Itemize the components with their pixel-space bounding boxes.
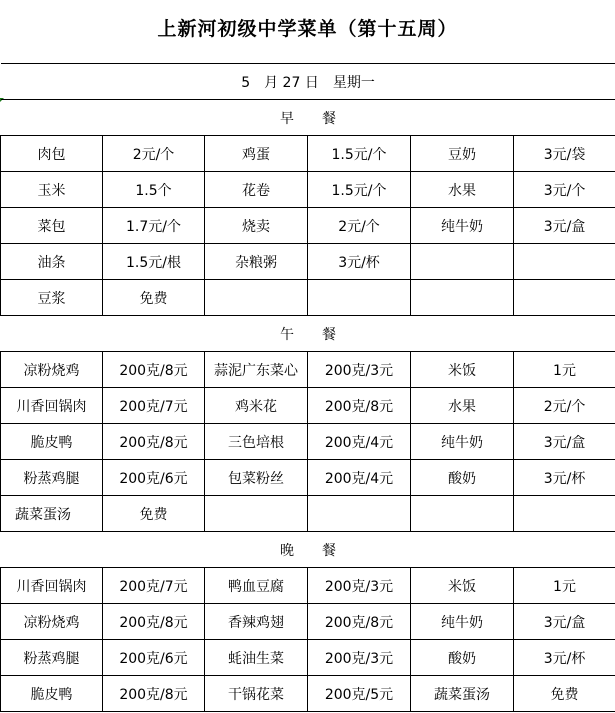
lunch-cell-r2-c5: 3元/盒 (514, 424, 615, 460)
dinner-cell-r2-c1: 200克/6元 (103, 640, 205, 676)
dinner-cell-r0-c4: 米饭 (411, 568, 514, 604)
breakfast-cell-r1-c4: 水果 (411, 172, 514, 208)
dinner-cell-r3-c0: 脆皮鸭 (1, 676, 103, 712)
breakfast-row (1, 280, 615, 316)
lunch-cell-r3-c2: 包菜粉丝 (205, 460, 308, 496)
breakfast-row (1, 136, 615, 172)
lunch-cell-r1-c0: 川香回锅肉 (1, 388, 103, 424)
breakfast-cell-r0-c0: 肉包 (1, 136, 103, 172)
breakfast-cell-r3-c0: 油条 (1, 244, 103, 280)
dinner-cell-r0-c2: 鸭血豆腐 (205, 568, 308, 604)
breakfast-header: 早 餐 (1, 100, 615, 136)
breakfast-cell-r1-c1: 1.5个 (103, 172, 205, 208)
breakfast-cell-r2-c3: 2元/个 (308, 208, 411, 244)
breakfast-cell-r0-c1: 2元/个 (103, 136, 205, 172)
dinner-cell-r3-c5: 免费 (514, 676, 615, 712)
dinner-cell-r0-c1: 200克/7元 (103, 568, 205, 604)
lunch-cell-r2-c4: 纯牛奶 (411, 424, 514, 460)
breakfast-cell-r4-c1: 免费 (103, 280, 205, 316)
dinner-cell-r2-c4: 酸奶 (411, 640, 514, 676)
breakfast-cell-r1-c2: 花卷 (205, 172, 308, 208)
breakfast-cell-r4-c5 (514, 280, 615, 316)
breakfast-cell-r0-c5: 3元/袋 (514, 136, 615, 172)
lunch-cell-r2-c2: 三色培根 (205, 424, 308, 460)
breakfast-cell-r3-c3: 3元/杯 (308, 244, 411, 280)
lunch-cell-r1-c5: 2元/个 (514, 388, 615, 424)
lunch-row (1, 388, 615, 424)
breakfast-cell-r2-c2: 烧卖 (205, 208, 308, 244)
dinner-cell-r3-c4: 蔬菜蛋汤 (411, 676, 514, 712)
breakfast-cell-r2-c4: 纯牛奶 (411, 208, 514, 244)
dinner-row (1, 640, 615, 676)
lunch-cell-r4-c4 (411, 496, 514, 532)
dinner-row (1, 568, 615, 604)
lunch-cell-r3-c3: 200克/4元 (308, 460, 411, 496)
dinner-cell-r1-c2: 香辣鸡翅 (205, 604, 308, 640)
dinner-header-row (1, 532, 615, 568)
dinner-cell-r2-c2: 蚝油生菜 (205, 640, 308, 676)
breakfast-cell-r4-c2 (205, 280, 308, 316)
breakfast-cell-r3-c1: 1.5元/根 (103, 244, 205, 280)
lunch-cell-r0-c3: 200克/3元 (308, 352, 411, 388)
breakfast-row (1, 208, 615, 244)
lunch-cell-r0-c2: 蒜泥广东菜心 (205, 352, 308, 388)
breakfast-cell-r3-c5 (514, 244, 615, 280)
dinner-cell-r1-c0: 凉粉烧鸡 (1, 604, 103, 640)
lunch-cell-r1-c4: 水果 (411, 388, 514, 424)
lunch-row (1, 424, 615, 460)
lunch-cell-r0-c5: 1元 (514, 352, 615, 388)
lunch-cell-r4-c5 (514, 496, 615, 532)
date-row (1, 64, 615, 100)
breakfast-row (1, 244, 615, 280)
lunch-row (1, 460, 615, 496)
page-title: 上新河初级中学菜单（第十五周） (157, 18, 458, 40)
breakfast-cell-r1-c3: 1.5元/个 (308, 172, 411, 208)
breakfast-header-row (1, 100, 615, 136)
breakfast-cell-r4-c0: 豆浆 (1, 280, 103, 316)
date-line: 5 月 27 日 星期一 (1, 64, 615, 100)
breakfast-cell-r4-c4 (411, 280, 514, 316)
lunch-cell-r2-c3: 200克/4元 (308, 424, 411, 460)
lunch-cell-r1-c3: 200克/8元 (308, 388, 411, 424)
breakfast-cell-r2-c5: 3元/盒 (514, 208, 615, 244)
dinner-row (1, 676, 615, 712)
breakfast-row (1, 172, 615, 208)
dinner-cell-r3-c2: 干锅花菜 (205, 676, 308, 712)
dinner-cell-r3-c3: 200克/5元 (308, 676, 411, 712)
lunch-header-row (1, 316, 615, 352)
menu-table (0, 63, 615, 712)
dinner-cell-r1-c3: 200克/8元 (308, 604, 411, 640)
breakfast-cell-r2-c1: 1.7元/个 (103, 208, 205, 244)
lunch-cell-r2-c1: 200克/8元 (103, 424, 205, 460)
dinner-cell-r2-c5: 3元/杯 (514, 640, 615, 676)
dinner-cell-r2-c0: 粉蒸鸡腿 (1, 640, 103, 676)
lunch-cell-r3-c5: 3元/杯 (514, 460, 615, 496)
lunch-cell-r4-c0: 蔬菜蛋汤 (1, 496, 103, 532)
dinner-row (1, 604, 615, 640)
lunch-cell-r2-c0: 脆皮鸭 (1, 424, 103, 460)
dinner-cell-r1-c1: 200克/8元 (103, 604, 205, 640)
lunch-cell-r4-c1: 免费 (103, 496, 205, 532)
breakfast-cell-r4-c3 (308, 280, 411, 316)
lunch-cell-r3-c4: 酸奶 (411, 460, 514, 496)
breakfast-cell-r1-c0: 玉米 (1, 172, 103, 208)
lunch-cell-r0-c4: 米饭 (411, 352, 514, 388)
lunch-cell-r4-c2 (205, 496, 308, 532)
lunch-row (1, 352, 615, 388)
lunch-cell-r0-c1: 200克/8元 (103, 352, 205, 388)
lunch-cell-r3-c0: 粉蒸鸡腿 (1, 460, 103, 496)
dinner-cell-r0-c0: 川香回锅肉 (1, 568, 103, 604)
dinner-header: 晚 餐 (1, 532, 615, 568)
lunch-cell-r0-c0: 凉粉烧鸡 (1, 352, 103, 388)
breakfast-cell-r3-c2: 杂粮粥 (205, 244, 308, 280)
breakfast-cell-r0-c4: 豆奶 (411, 136, 514, 172)
menu-body (1, 64, 615, 712)
breakfast-cell-r0-c3: 1.5元/个 (308, 136, 411, 172)
dinner-cell-r0-c5: 1元 (514, 568, 615, 604)
breakfast-cell-r0-c2: 鸡蛋 (205, 136, 308, 172)
lunch-cell-r3-c1: 200克/6元 (103, 460, 205, 496)
lunch-cell-r4-c3 (308, 496, 411, 532)
breakfast-cell-r3-c4 (411, 244, 514, 280)
breakfast-cell-r1-c5: 3元/个 (514, 172, 615, 208)
dinner-cell-r2-c3: 200克/3元 (308, 640, 411, 676)
dinner-cell-r1-c4: 纯牛奶 (411, 604, 514, 640)
lunch-cell-r1-c2: 鸡米花 (205, 388, 308, 424)
dinner-cell-r0-c3: 200克/3元 (308, 568, 411, 604)
dinner-cell-r3-c1: 200克/8元 (103, 676, 205, 712)
lunch-cell-r1-c1: 200克/7元 (103, 388, 205, 424)
dinner-cell-r1-c5: 3元/盒 (514, 604, 615, 640)
lunch-row (1, 496, 615, 532)
breakfast-cell-r2-c0: 菜包 (1, 208, 103, 244)
lunch-header: 午 餐 (1, 316, 615, 352)
